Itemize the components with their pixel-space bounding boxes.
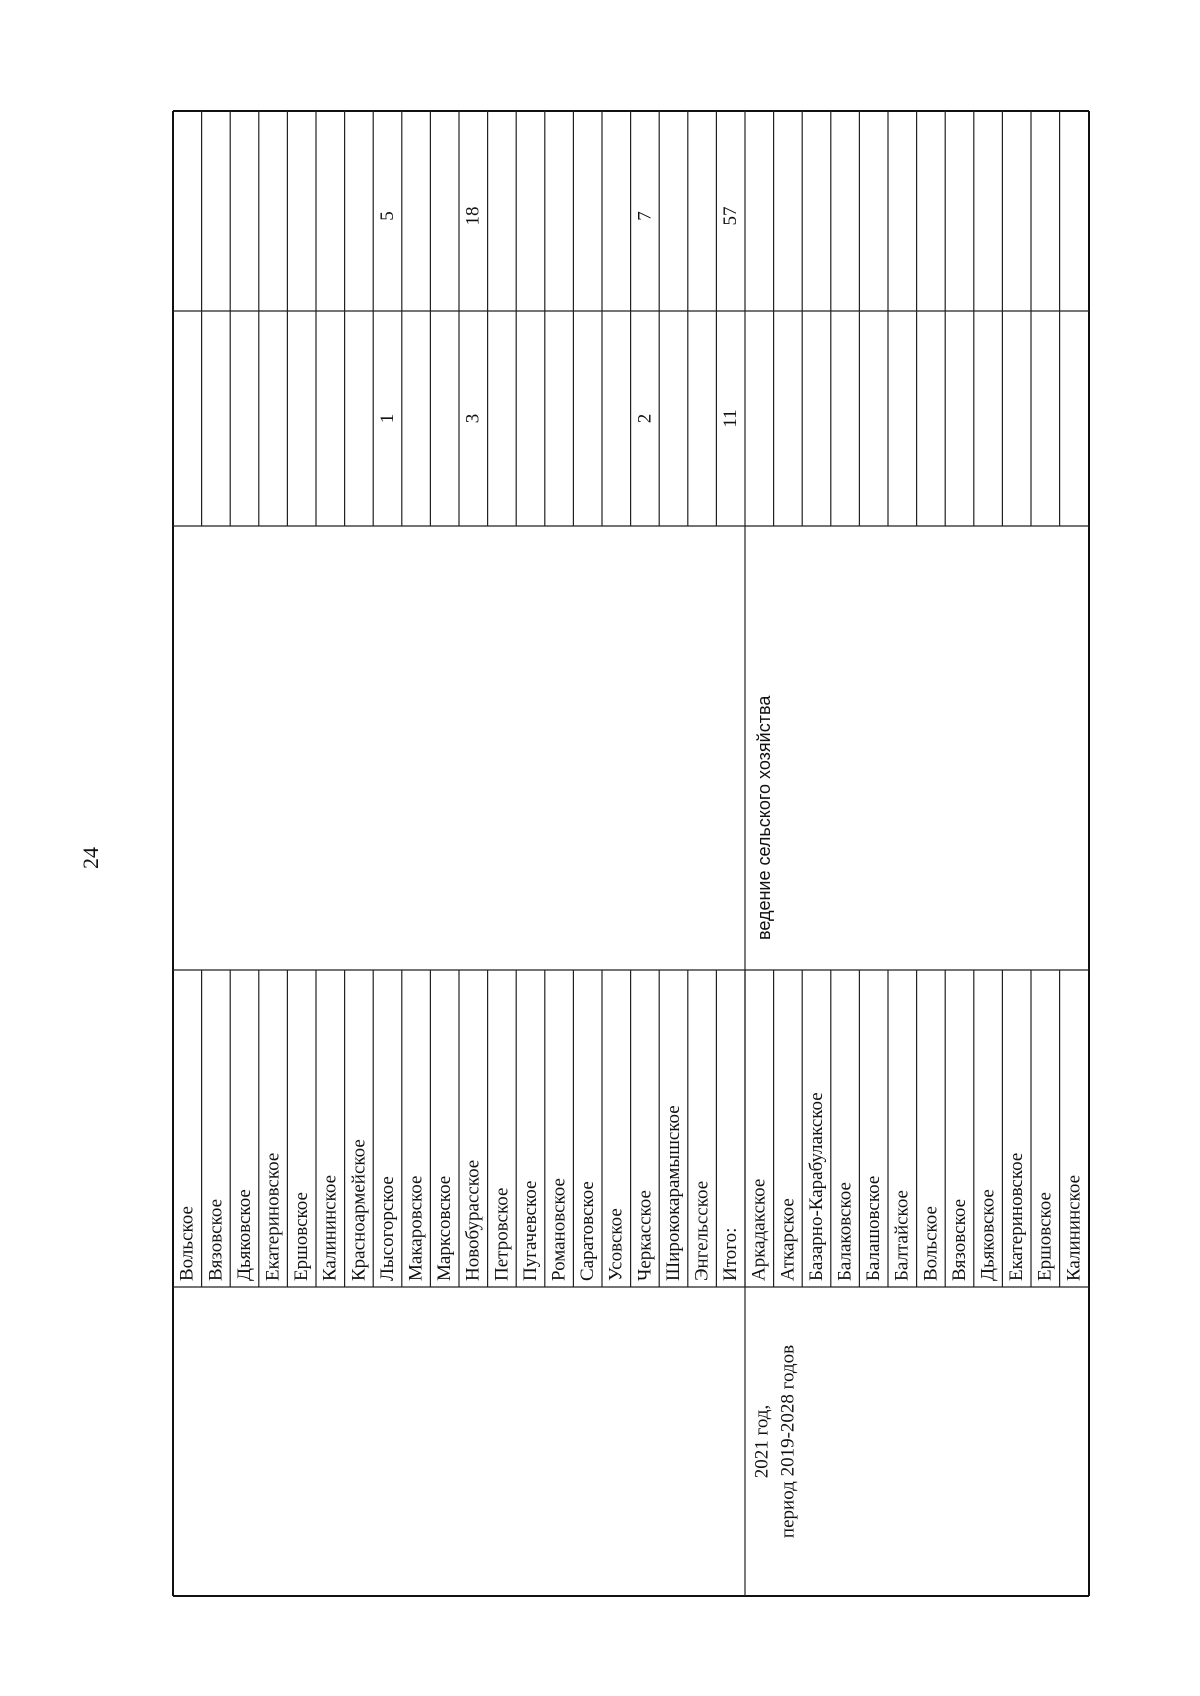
upper-row-district-name: Романовское xyxy=(548,1178,570,1281)
upper-row-district-name: Калининское xyxy=(319,1174,341,1281)
lower-row-district-name: Аркадакское xyxy=(748,1178,770,1281)
upper-row-district-name: Дьяковское xyxy=(233,1189,255,1281)
period-line-2: период 2019-2028 годов xyxy=(777,1344,799,1539)
upper-row-district-name: Екатериновское xyxy=(262,1152,284,1281)
period-line-1: 2021 год, xyxy=(751,1404,773,1479)
upper-row-value-col2: 7 xyxy=(634,211,656,221)
lower-row-district-name: Балаковское xyxy=(834,1182,856,1281)
activity-label: ведение сельского хозяйства xyxy=(753,695,774,940)
upper-row-district-name: Новобурасское xyxy=(462,1159,484,1281)
upper-row-value-col2: 18 xyxy=(462,206,484,226)
lower-row-district-name: Вязовское xyxy=(948,1198,970,1281)
upper-row-district-name: Саратовское xyxy=(577,1181,599,1281)
upper-row-district-name: Лысогорское xyxy=(376,1176,398,1281)
upper-row-district-name: Пугачевское xyxy=(519,1180,541,1281)
upper-row-district-name: Энгельсское xyxy=(691,1180,713,1281)
upper-row-district-name: Вольское xyxy=(176,1206,198,1281)
upper-row-value-col1: 11 xyxy=(720,409,742,428)
upper-row-value-col2: 57 xyxy=(720,206,742,226)
upper-row-district-name: Марксовское xyxy=(434,1175,456,1281)
upper-row-value-col1: 1 xyxy=(376,413,398,424)
upper-row-district-name: Вязовское xyxy=(205,1198,227,1281)
lower-row-district-name: Екатериновское xyxy=(1006,1152,1028,1281)
lower-row-district-name: Балтайское xyxy=(891,1190,913,1281)
table-grid xyxy=(173,111,1089,1596)
upper-row-district-name: Усовское xyxy=(605,1208,627,1281)
upper-row-district-name: Черкасское xyxy=(634,1190,656,1281)
upper-row-district-name: Петровское xyxy=(491,1187,513,1281)
upper-row-value-col2: 5 xyxy=(376,211,398,221)
upper-row-district-name: Итого: xyxy=(720,1227,742,1281)
upper-row-district-name: Ершовское xyxy=(291,1192,313,1281)
lower-row-district-name: Ершовское xyxy=(1034,1192,1056,1281)
page-number: 24 xyxy=(78,847,103,869)
lower-row-district-name: Калининское xyxy=(1063,1174,1085,1281)
lower-row-district-name: Аткарское xyxy=(777,1198,799,1281)
lower-row-district-name: Базарно-Карабулакское xyxy=(805,1092,827,1281)
upper-row-value-col1: 3 xyxy=(462,413,484,424)
lower-row-district-name: Дьяковское xyxy=(977,1189,999,1281)
upper-row-value-col1: 2 xyxy=(634,413,656,424)
upper-row-district-name: Красноармейское xyxy=(348,1139,370,1281)
upper-row-district-name: Ширококарамышское xyxy=(662,1105,684,1281)
lower-row-district-name: Вольское xyxy=(920,1206,942,1281)
upper-row-district-name: Макаровское xyxy=(405,1175,427,1281)
lower-row-district-name: Балашовское xyxy=(863,1175,885,1281)
